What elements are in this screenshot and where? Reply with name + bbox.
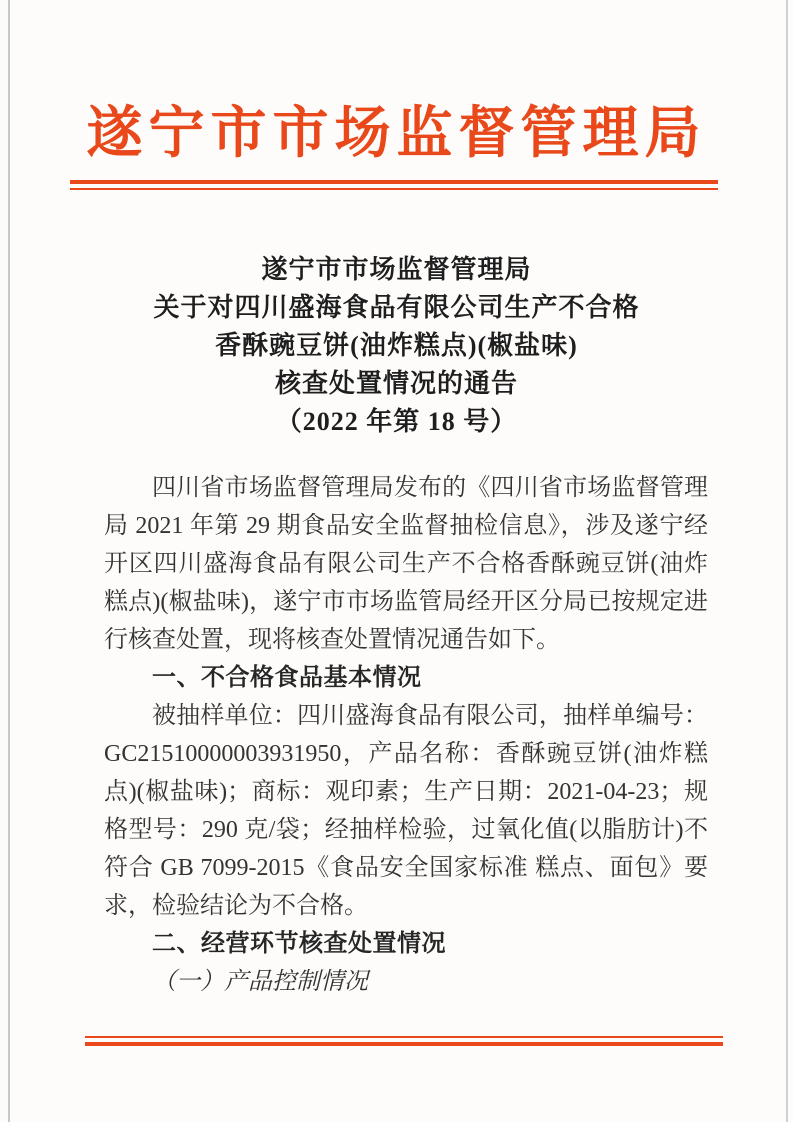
footer-rule-thin [85, 1036, 723, 1038]
document-title-line-3: 香酥豌豆饼(油炸糕点)(椒盐味) [215, 331, 578, 360]
letterhead-rule-thin [70, 188, 718, 190]
letterhead-rule-thick [70, 180, 718, 184]
document-title-line-2: 关于对四川盛海食品有限公司生产不合格 [153, 293, 640, 322]
document-number-line: （2022 年第 18 号） [275, 407, 518, 436]
scan-edge-right-line [786, 0, 788, 1122]
letterhead-org-name: 遂宁市市场监督管理局 [86, 103, 707, 165]
scan-edge-left-line [8, 0, 10, 1122]
section1-paragraph: 被抽样单位：四川盛海食品有限公司，抽样单编号：GC21510000003931950，产品名称：香酥豌豆饼(油炸糕点)(椒盐味)；商标：观印素；生产日期：2021-04-23；规格型号：290 克/袋；经抽样检验，过氧化值(以脂肪计)不符合 GB 7099-2015《食品安全国家标准 糕点、面包》要求，检验结论为不合格。 [104, 703, 708, 919]
footer-rule-thick [85, 1042, 723, 1046]
document-title-line-4: 核查处置情况的通告 [274, 369, 518, 398]
document-title-line-1: 遂宁市市场监督管理局 [261, 255, 532, 284]
document-title [0, 251, 793, 441]
section2-heading: 二、经营环节核查处置情况 [152, 930, 446, 957]
section1-heading: 一、不合格食品基本情况 [152, 664, 422, 691]
section2-subheading-1: （一）产品控制情况 [152, 969, 368, 995]
document-body [104, 469, 708, 1001]
intro-paragraph: 四川省市场监督管理局发布的《四川省市场监督管理局 2021 年第 29 期食品安全监督抽检信息》，涉及遂宁经开区四川盛海食品有限公司生产不合格香酥豌豆饼(油炸糕点)(椒盐味)，遂宁市市场监管局经开区分局已按规定进行核查处置，现将核查处置情况通告如下。 [104, 475, 708, 653]
